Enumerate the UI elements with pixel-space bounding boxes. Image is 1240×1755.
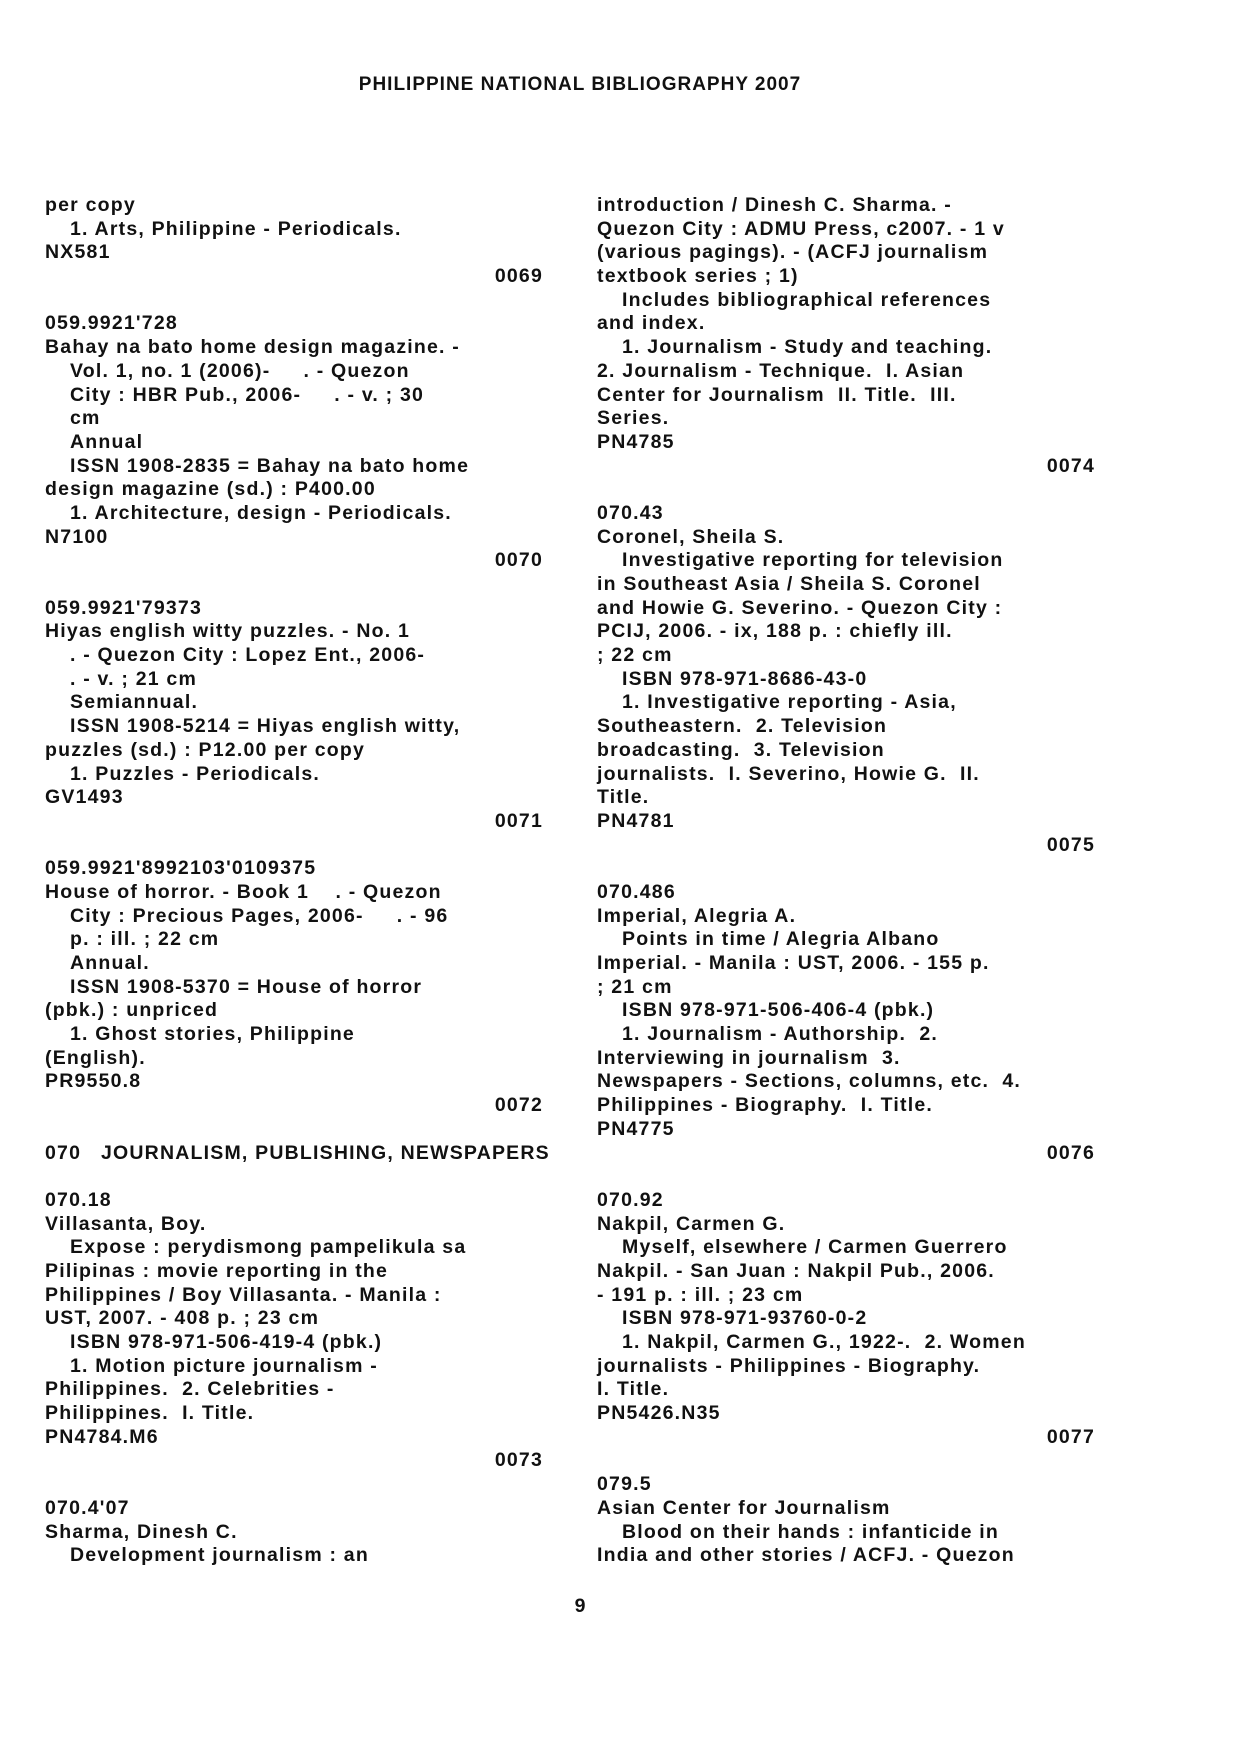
- entry-line: 1. Journalism - Study and teaching.: [622, 336, 993, 359]
- entry-line: Villasanta, Boy.: [45, 1212, 207, 1235]
- page-number: 9: [574, 1595, 586, 1617]
- entry-line: Myself, elsewhere / Carmen Guerrero: [622, 1236, 1008, 1259]
- right-column: [597, 194, 1097, 1568]
- entry-line: NX581: [45, 241, 111, 264]
- entry-number: 0072: [494, 1094, 543, 1117]
- entry-line: PCIJ, 2006. - ix, 188 p. : chiefly ill.: [597, 620, 953, 643]
- entry-line: Investigative reporting for television: [622, 549, 1004, 572]
- entry-line: 1. Journalism - Authorship. 2.: [622, 1023, 939, 1046]
- entry-line: Series.: [597, 407, 670, 430]
- entry-line: PN4785: [597, 430, 675, 453]
- entry-line: 1. Motion picture journalism -: [70, 1354, 378, 1377]
- entry-line: and Howie G. Severino. - Quezon City :: [597, 596, 1003, 619]
- entry-line: I. Title.: [597, 1378, 670, 1401]
- entry-line: Center for Journalism II. Title. III.: [597, 383, 957, 406]
- entry-line: Imperial. - Manila : UST, 2006. - 155 p.: [597, 952, 990, 974]
- entry-line: Philippines / Boy Villasanta. - Manila :: [45, 1283, 442, 1306]
- blank-line: [597, 857, 1097, 881]
- entry-line: PN4781: [597, 809, 675, 832]
- entry-line: GV1493: [45, 786, 124, 809]
- entry-line: ISSN 1908-5370 = House of horror: [70, 975, 423, 998]
- entry-number: 0077: [1046, 1425, 1095, 1448]
- entry-number: 0073: [494, 1449, 543, 1472]
- entry-number: 0075: [1046, 833, 1095, 856]
- entry-line: City : HBR Pub., 2006- . - v. ; 30: [70, 383, 425, 406]
- entry-line: 1. Investigative reporting - Asia,: [622, 691, 957, 714]
- entry-line: introduction / Dinesh C. Sharma. -: [597, 194, 952, 216]
- entry-line: (English).: [45, 1046, 146, 1069]
- entry-line: 079.5: [597, 1473, 652, 1496]
- entry-line: Newspapers - Sections, columns, etc. 4.: [597, 1070, 1022, 1093]
- entry-line: PN5426.N35: [597, 1402, 721, 1425]
- entry-line: Points in time / Alegria Albano: [622, 928, 940, 951]
- entry-line: journalists - Philippines - Biography.: [597, 1354, 981, 1377]
- entry-line: City : Precious Pages, 2006- . - 96: [70, 904, 449, 927]
- entry-line: ISBN 978-971-506-406-4 (pbk.): [622, 999, 935, 1022]
- blank-line: [45, 573, 545, 597]
- entry-line: 1. Architecture, design - Periodicals.: [70, 501, 452, 524]
- entry-line: India and other stories / ACFJ. - Quezon: [597, 1544, 1015, 1567]
- blank-line: [45, 834, 545, 858]
- entry-line: 070 JOURNALISM, PUBLISHING, NEWSPAPERS: [45, 1141, 550, 1164]
- entry-line: PR9550.8: [45, 1070, 142, 1093]
- blank-line: [45, 1165, 545, 1189]
- entry-number: 0069: [494, 265, 543, 288]
- entry-line: 070.43: [597, 501, 664, 524]
- entry-number: 0074: [1046, 454, 1095, 477]
- entry-line: (pbk.) : unpriced: [45, 999, 219, 1022]
- entry-line: Nakpil, Carmen G.: [597, 1212, 786, 1235]
- entry-line: Nakpil. - San Juan : Nakpil Pub., 2006.: [597, 1259, 995, 1282]
- entry-line: textbook series ; 1): [597, 265, 799, 288]
- entry-line: 070.486: [597, 880, 676, 903]
- entry-line: 059.9921'728: [45, 312, 178, 335]
- entry-line: Sharma, Dinesh C.: [45, 1520, 238, 1543]
- entry-line: Pilipinas : movie reporting in the: [45, 1259, 389, 1282]
- blank-line: [45, 1473, 545, 1497]
- left-column: [45, 194, 550, 1568]
- entry-line: Blood on their hands : infanticide in: [622, 1520, 999, 1543]
- entry-line: Southeastern. 2. Television: [597, 715, 888, 738]
- entry-line: Hiyas english witty puzzles. - No. 1: [45, 620, 411, 643]
- entry-line: . - Quezon City : Lopez Ent., 2006-: [70, 644, 426, 667]
- entry-line: Includes bibliographical references: [622, 288, 992, 311]
- entry-line: 059.9921'8992103'0109375: [45, 857, 317, 880]
- blank-line: [45, 289, 545, 313]
- entry-number: 0071: [494, 809, 543, 832]
- entry-line: 1. Ghost stories, Philippine: [70, 1023, 355, 1046]
- entry-line: per copy: [45, 194, 136, 216]
- entry-line: UST, 2007. - 408 p. ; 23 cm: [45, 1307, 320, 1330]
- entry-line: ISSN 1908-5214 = Hiyas english witty,: [70, 715, 461, 738]
- entry-line: 1. Puzzles - Periodicals.: [70, 762, 321, 785]
- entry-line: ISSN 1908-2835 = Bahay na bato home: [70, 454, 470, 477]
- entry-line: in Southeast Asia / Sheila S. Coronel: [597, 573, 981, 595]
- blank-line: [45, 1118, 545, 1142]
- entry-line: Philippines. 2. Celebrities -: [45, 1378, 335, 1401]
- entry-line: Philippines - Biography. I. Title.: [597, 1094, 933, 1117]
- entry-line: Asian Center for Journalism: [597, 1496, 891, 1519]
- entry-line: Interviewing in journalism 3.: [597, 1046, 901, 1069]
- entry-line: Coronel, Sheila S.: [597, 525, 785, 548]
- entry-line: ISBN 978-971-506-419-4 (pbk.): [70, 1331, 383, 1353]
- entry-line: Philippines. I. Title.: [45, 1402, 255, 1425]
- entry-line: Semiannual.: [70, 691, 199, 714]
- entry-number: 0070: [494, 549, 543, 572]
- blank-line: [597, 1449, 1097, 1473]
- entry-line: - 191 p. : ill. ; 23 cm: [597, 1283, 804, 1306]
- entry-line: ISBN 978-971-8686-43-0: [622, 667, 868, 690]
- entry-line: 070.4'07: [45, 1496, 130, 1519]
- entry-line: 1. Nakpil, Carmen G., 1922-. 2. Women: [622, 1331, 1026, 1353]
- entry-line: Vol. 1, no. 1 (2006)- . - Quezon: [70, 359, 410, 382]
- entry-line: Imperial, Alegria A.: [597, 904, 797, 927]
- entry-line: PN4784.M6: [45, 1425, 159, 1448]
- entry-line: Annual.: [70, 952, 150, 974]
- entry-line: cm: [70, 407, 101, 430]
- entry-line: Annual: [70, 430, 144, 453]
- blank-line: [597, 1165, 1097, 1189]
- entry-line: 059.9921'79373: [45, 596, 202, 619]
- entry-line: journalists. I. Severino, Howie G. II.: [597, 762, 980, 785]
- entry-line: Title.: [597, 786, 650, 809]
- entry-line: ISBN 978-971-93760-0-2: [622, 1307, 868, 1330]
- entry-line: 070.92: [597, 1188, 664, 1211]
- entry-line: and index.: [597, 312, 706, 335]
- entry-line: House of horror. - Book 1 . - Quezon: [45, 880, 442, 903]
- entry-line: 2. Journalism - Technique. I. Asian: [597, 359, 965, 382]
- entry-line: (various pagings). - (ACFJ journalism: [597, 241, 989, 264]
- entry-line: design magazine (sd.) : P400.00: [45, 478, 376, 501]
- entry-line: p. : ill. ; 22 cm: [70, 928, 220, 951]
- entry-line: Development journalism : an: [70, 1544, 369, 1567]
- entry-line: broadcasting. 3. Television: [597, 738, 885, 761]
- entry-line: . - v. ; 21 cm: [70, 667, 197, 690]
- entry-line: puzzles (sd.) : P12.00 per copy: [45, 738, 366, 761]
- entry-line: Expose : perydismong pampelikula sa: [70, 1236, 467, 1259]
- entry-line: Bahay na bato home design magazine. -: [45, 336, 460, 359]
- entry-line: ; 21 cm: [597, 975, 673, 998]
- entry-line: 070.18: [45, 1188, 112, 1211]
- blank-line: [597, 478, 1097, 502]
- entry-line: ; 22 cm: [597, 644, 673, 667]
- entry-line: Quezon City : ADMU Press, c2007. - 1 v: [597, 217, 1005, 240]
- entry-line: N7100: [45, 525, 109, 548]
- entry-number: 0076: [1046, 1141, 1095, 1164]
- entry-line: 1. Arts, Philippine - Periodicals.: [70, 217, 402, 240]
- entry-line: PN4775: [597, 1117, 675, 1140]
- page-title: PHILIPPINE NATIONAL BIBLIOGRAPHY 2007: [358, 74, 802, 95]
